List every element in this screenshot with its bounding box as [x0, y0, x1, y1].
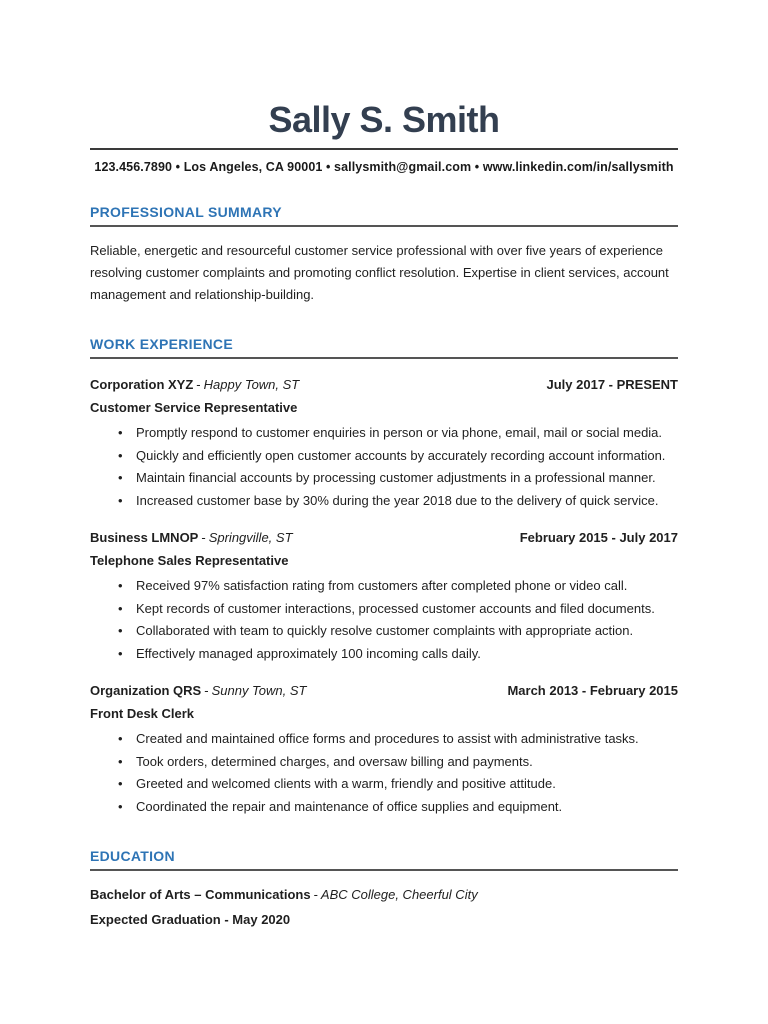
- bullet-list: [90, 422, 678, 512]
- degree-name: Bachelor of Arts – Communications: [90, 887, 311, 903]
- summary-paragraph: Reliable, energetic and resourceful customer service professional with over five years of experience resolving customer complaints and promoting conflict resolution. Expertise in client services, account management and relationship-building.: [90, 243, 669, 303]
- bullet-list: [90, 575, 678, 665]
- job-dates: July 2017 - PRESENT: [546, 377, 678, 393]
- job-location: Springville, ST: [208, 530, 293, 546]
- section-title-professional-summary: PROFESSIONAL SUMMARY: [90, 204, 678, 227]
- job-role-title: Front Desk Clerk: [90, 706, 195, 722]
- bullet-item: • Kept records of customer interactions, processed customer accounts and filed documents.: [90, 598, 678, 621]
- job-entry: [90, 529, 678, 665]
- job-dates: February 2015 - July 2017: [519, 530, 678, 546]
- job-location: Happy Town, ST: [203, 377, 300, 393]
- job-company-line: [90, 376, 299, 393]
- job-company-line: [90, 529, 293, 546]
- education-degree-line: [90, 886, 678, 903]
- job-header: [90, 529, 678, 546]
- separator: -: [204, 683, 209, 699]
- company-name: Organization QRS: [90, 683, 202, 699]
- company-name: Business LMNOP: [90, 530, 199, 546]
- job-role-title: Customer Service Representative: [90, 400, 298, 416]
- section-education: [90, 848, 678, 928]
- name-divider: [90, 148, 678, 150]
- school-name: ABC College, Cheerful City: [320, 887, 478, 903]
- bullet-item: • Collaborated with team to quickly resolve customer complaints with appropriate action.: [90, 620, 678, 643]
- bullet-item: • Effectively managed approximately 100 incoming calls daily.: [90, 643, 678, 666]
- bullet-item: • Took orders, determined charges, and oversaw billing and payments.: [90, 751, 678, 774]
- job-dates: March 2013 - February 2015: [507, 683, 678, 699]
- job-entry: [90, 376, 678, 512]
- separator: -: [313, 887, 318, 903]
- bullet-item: • Quickly and efficiently open customer accounts by accurately recording account information.: [90, 445, 678, 468]
- job-company-line: [90, 682, 306, 699]
- education-graduation: Expected Graduation - May 2020: [90, 912, 291, 928]
- bullet-item: • Promptly respond to customer enquiries in person or via phone, email, mail or social media.: [90, 422, 678, 445]
- section-title-education: EDUCATION: [90, 848, 678, 871]
- bullet-list: [90, 728, 678, 818]
- job-header: [90, 682, 678, 699]
- bullet-item: • Received 97% satisfaction rating from customers after completed phone or video call.: [90, 575, 678, 598]
- job-role-title: Telephone Sales Representative: [90, 553, 289, 569]
- bullet-item: • Increased customer base by 30% during the year 2018 due to the delivery of quick service.: [90, 490, 678, 513]
- bullet-item: • Coordinated the repair and maintenance of office supplies and equipment.: [90, 796, 678, 819]
- job-header: [90, 376, 678, 393]
- bullet-item: • Maintain financial accounts by processing customer adjustments in a professional manner.: [90, 467, 678, 490]
- section-title-work-experience: WORK EXPERIENCE: [90, 336, 678, 359]
- contact-line: 123.456.7890 • Los Angeles, CA 90001 • sallysmith@gmail.com • www.linkedin.com/in/sallysmith: [94, 160, 674, 175]
- resume-header: [90, 98, 678, 174]
- separator: -: [201, 530, 206, 546]
- page-title: Sally S. Smith: [268, 99, 500, 140]
- company-name: Corporation XYZ: [90, 377, 194, 393]
- job-entry: [90, 682, 678, 818]
- section-professional-summary: [90, 204, 678, 306]
- bullet-item: • Greeted and welcomed clients with a warm, friendly and positive attitude.: [90, 773, 678, 796]
- job-location: Sunny Town, ST: [211, 683, 307, 699]
- section-work-experience: [90, 336, 678, 818]
- bullet-item: • Created and maintained office forms and procedures to assist with administrative tasks.: [90, 728, 678, 751]
- separator: -: [196, 377, 201, 393]
